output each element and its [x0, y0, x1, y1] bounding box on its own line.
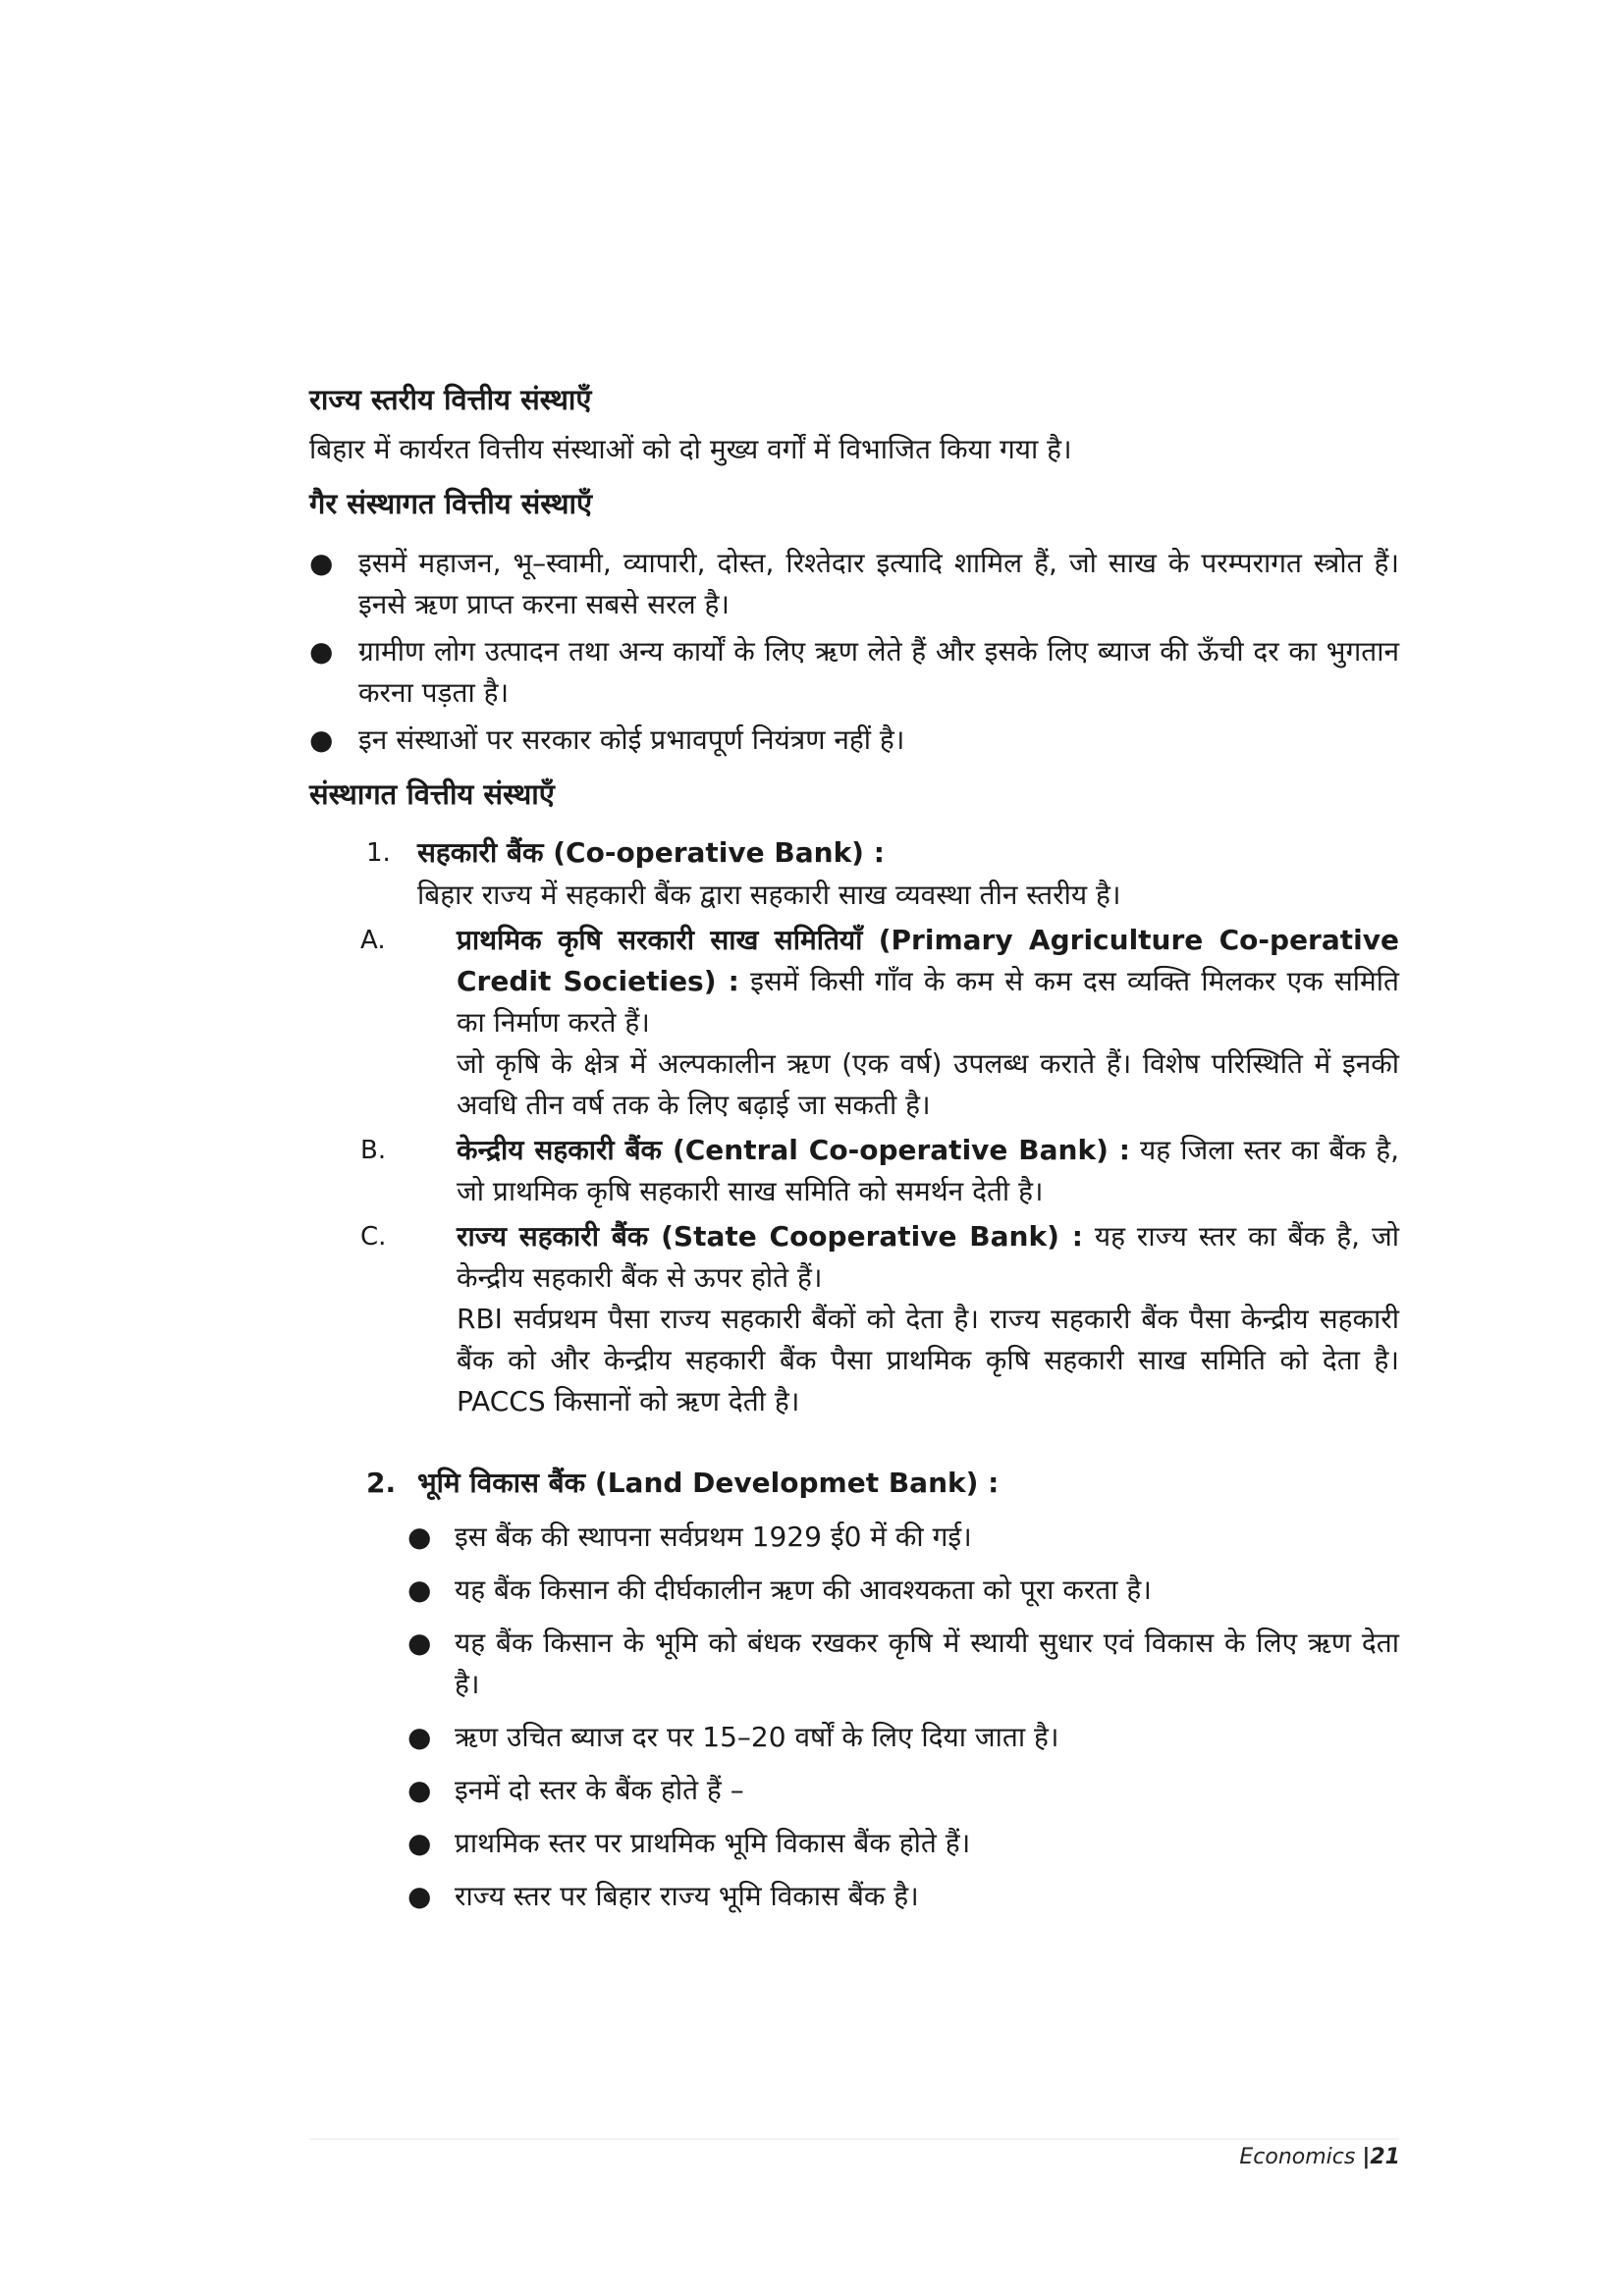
- subitem-text: यह राज्य स्तर का बैंक है, जो केन्द्रीय सहकारी बैंक से ऊपर होते हैं।: [457, 1220, 1399, 1294]
- list-item: ● इस बैंक की स्थापना सर्वप्रथम 1929 ई0 में की गई।: [407, 1517, 1399, 1558]
- cooperative-bank-intro: बिहार राज्य में सहकारी बैंक द्वारा सहकारी साख व्यवस्था तीन स्तरीय है।: [417, 879, 1121, 911]
- footer-separator: |: [1362, 2145, 1371, 2169]
- list-item: ● ऋण उचित ब्याज दर पर 15–20 वर्षों के लिए दिया जाता है।: [407, 1717, 1399, 1758]
- footer-subject: Economics: [1239, 2145, 1356, 2169]
- subitem-c: [309, 1216, 1399, 1422]
- intro-paragraph: बिहार में कार्यरत वित्तीय संस्थाओं को दो मुख्य वर्गों में विभाजित किया गया है।: [309, 433, 1072, 465]
- list-item: ● प्राथमिक स्तर पर प्राथमिक भूमि विकास बैंक होते हैं।: [407, 1823, 1399, 1864]
- subitem-letter: A.: [360, 926, 386, 955]
- cooperative-bank-item: [366, 831, 1399, 916]
- subitem-a: [309, 920, 1399, 1126]
- list-item: ● इन संस्थाओं पर सरकार कोई प्रभावपूर्ण नियंत्रण नहीं है।: [309, 720, 1399, 761]
- bullet-icon: ●: [407, 1880, 432, 1912]
- page-number: 21: [1370, 2145, 1400, 2169]
- land-development-bank-item: [366, 1462, 1399, 1505]
- land-development-bank-title: भूमि विकास बैंक (Land Developmet Bank) :: [417, 1467, 1000, 1499]
- subitem-extra: RBI सर्वप्रथम पैसा राज्य सहकारी बैंकों को देता है। राज्य सहकारी बैंक पैसा केन्द्रीय सहकारी बैंक को और केन्द्रीय सहकारी बैंक पैसा प्राथमिक कृषि सहकारी साख समिति को देता है। PACCS किसानों को ऋण देती है।: [457, 1303, 1399, 1417]
- item-number: 2.: [366, 1467, 397, 1499]
- heading-non-institutional: गैर संस्थागत वित्तीय संस्थाएँ: [309, 487, 593, 520]
- list-item: ● यह बैंक किसान के भूमि को बंधक रखकर कृषि में स्थायी सुधार एवं विकास के लिए ऋण देता है।: [407, 1623, 1399, 1705]
- land-development-bank-list: [309, 1517, 1399, 1917]
- list-item: ● इसमें महाजन, भू–स्वामी, व्यापारी, दोस्त, रिश्तेदार इत्यादि शामिल हैं, जो साख के परम्परागत स्त्रोत हैं। इनसे ऋण प्राप्त करना सबसे सरल है।: [309, 543, 1399, 625]
- subitem-title: केन्द्रीय सहकारी बैंक (Central Co-operative Bank) :: [457, 1134, 1130, 1166]
- list-item: ● यह बैंक किसान की दीर्घकालीन ऋण की आवश्यकता को पूरा करता है।: [407, 1570, 1399, 1611]
- subitem-letter: C.: [360, 1222, 387, 1252]
- footer-divider: [309, 2138, 1399, 2140]
- subitem-text: इसमें किसी गाँव के कम से कम दस व्यक्ति मिलकर एक समिति का निर्माण करते हैं।: [457, 965, 1399, 1039]
- bullet-icon: ●: [407, 1827, 432, 1859]
- heading-state-institutions: राज्य स्तरीय वित्तीय संस्थाएँ: [309, 383, 592, 416]
- subitem-text: यह जिला स्तर का बैंक है, जो प्राथमिक कृषि सहकारी साख समिति को समर्थन देती है।: [457, 1134, 1399, 1207]
- bullet-icon: ●: [407, 1627, 432, 1659]
- bullet-icon: ●: [309, 635, 334, 667]
- bullet-icon: ●: [309, 723, 334, 756]
- subitem-title: प्राथमिक कृषि सरकारी साख समितियाँ (Primary Agriculture Co-perative Credit Societies) :: [457, 924, 1399, 997]
- heading-institutional: संस्थागत वित्तीय संस्थाएँ: [309, 777, 555, 811]
- bullet-icon: ●: [407, 1721, 432, 1753]
- bullet-icon: ●: [407, 1774, 432, 1806]
- list-item: ● इनमें दो स्तर के बैंक होते हैं –: [407, 1770, 1399, 1811]
- subitem-title: राज्य सहकारी बैंक (State Cooperative Bank) :: [457, 1220, 1083, 1253]
- list-item: ● ग्रामीण लोग उत्पादन तथा अन्य कार्यों के लिए ऋण लेते हैं और इसके लिए ब्याज की ऊँची दर का भुगतान करना पड़ता है।: [309, 631, 1399, 714]
- list-item: ● राज्य स्तर पर बिहार राज्य भूमि विकास बैंक है।: [407, 1876, 1399, 1917]
- page-footer: [1239, 2145, 1400, 2169]
- subitem-letter: B.: [360, 1136, 387, 1165]
- bullet-icon: ●: [407, 1521, 432, 1553]
- cooperative-bank-title: सहकारी बैंक (Co-operative Bank) :: [417, 836, 885, 869]
- page-content: [309, 378, 1399, 1929]
- item-number: 1.: [366, 838, 391, 868]
- bullet-icon: ●: [407, 1574, 432, 1606]
- subitem-extra: जो कृषि के क्षेत्र में अल्पकालीन ऋण (एक वर्ष) उपलब्ध कराते हैं। विशेष परिस्थिति में इनकी अवधि तीन वर्ष तक के लिए बढ़ाई जा सकती है।: [457, 1047, 1399, 1121]
- bullet-icon: ●: [309, 547, 334, 579]
- subitem-b: [309, 1130, 1399, 1212]
- non-institutional-list: [309, 543, 1399, 761]
